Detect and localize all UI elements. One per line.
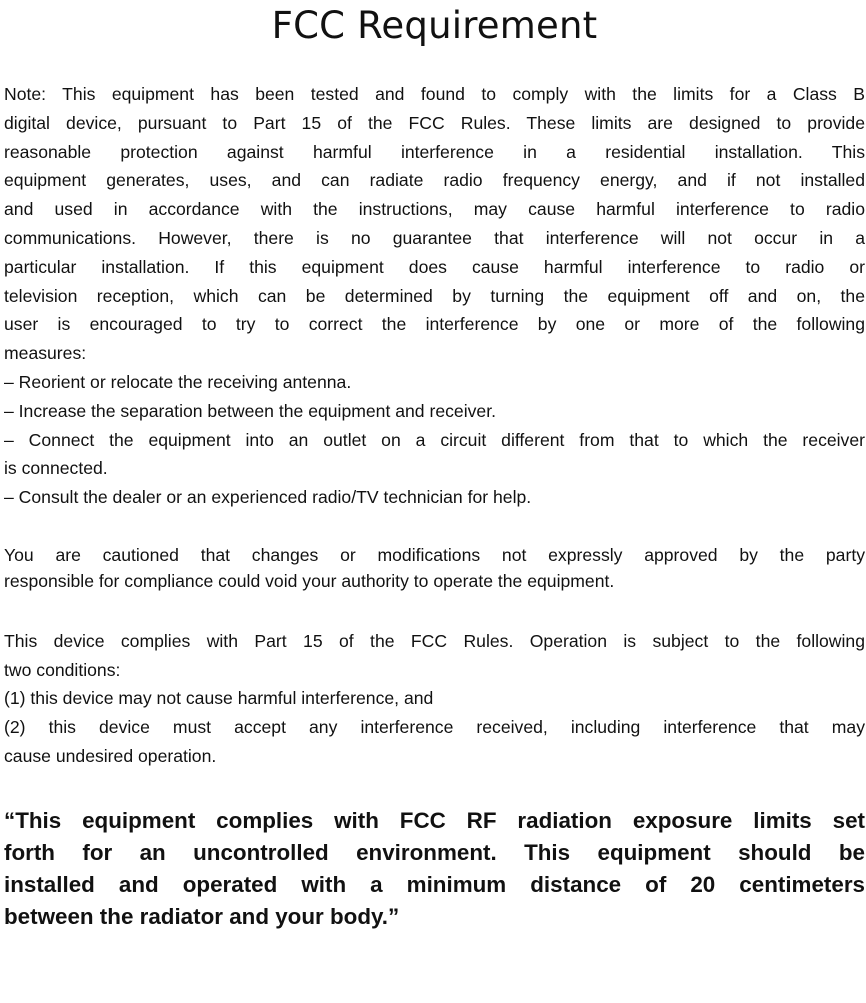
rf-statement-line: “This equipment complies with FCC RF radiation exposure limits set bbox=[4, 807, 865, 833]
note-line: reasonable protection against harmful interference in a residential installation. This bbox=[4, 141, 865, 162]
caution-line: responsible for compliance could void your authority to operate the equipment. bbox=[4, 570, 615, 591]
note-line: Note: This equipment has been tested and found to comply with the limits for a Class B bbox=[4, 84, 865, 104]
paragraph-gap bbox=[4, 771, 865, 805]
note-line: measures: bbox=[4, 343, 87, 364]
document-page bbox=[4, 0, 865, 1003]
note-line: particular installation. If this equipment does cause harmful interference to radio or bbox=[4, 256, 865, 277]
note-paragraph bbox=[4, 80, 865, 368]
caution-paragraph bbox=[4, 541, 865, 593]
rf-exposure-statement bbox=[4, 805, 865, 933]
caution-line: You are cautioned that changes or modifications not expressly approved by the party bbox=[4, 544, 865, 565]
measure-item: – Reorient or relocate the receiving antenna. bbox=[4, 371, 352, 392]
paragraph-gap bbox=[4, 512, 865, 541]
note-line: and used in accordance with the instructions, may cause harmful interference to radio bbox=[4, 199, 865, 220]
note-line: user is encouraged to try to correct the interference by one or more of the following bbox=[4, 314, 865, 335]
rf-statement-line: forth for an uncontrolled environment. This equipment should be bbox=[4, 839, 865, 865]
condition-item: (2) this device must accept any interference received, including interference that may bbox=[4, 717, 865, 738]
measure-item: – Increase the separation between the equipment and receiver. bbox=[4, 400, 496, 421]
measure-item: – Connect the equipment into an outlet on a circuit different from that to which the receiver bbox=[4, 429, 865, 450]
note-line: digital device, pursuant to Part 15 of the FCC Rules. These limits are designed to provide bbox=[4, 112, 865, 133]
rf-statement-line: installed and operated with a minimum distance of 20 centimeters bbox=[4, 871, 865, 897]
condition-item-continuation: cause undesired operation. bbox=[4, 745, 217, 766]
conditions-paragraph bbox=[4, 627, 865, 771]
note-line: television reception, which can be determined by turning the equipment off and on, the bbox=[4, 285, 865, 306]
rf-statement-line: between the radiator and your body.” bbox=[4, 903, 400, 929]
measures-list bbox=[4, 368, 865, 512]
measure-item-continuation: is connected. bbox=[4, 458, 108, 479]
conditions-line: This device complies with Part 15 of the FCC Rules. Operation is subject to the following bbox=[4, 630, 865, 651]
condition-item: (1) this device may not cause harmful interference, and bbox=[4, 688, 434, 709]
measure-item: – Consult the dealer or an experienced radio/TV technician for help. bbox=[4, 487, 532, 508]
note-line: equipment generates, uses, and can radiate radio frequency energy, and if not installed bbox=[4, 170, 865, 191]
conditions-line: two conditions: bbox=[4, 659, 121, 680]
page-title: FCC Requirement bbox=[271, 4, 598, 47]
note-line: communications. However, there is no guarantee that interference will not occur in a bbox=[4, 227, 865, 248]
paragraph-gap bbox=[4, 593, 865, 627]
